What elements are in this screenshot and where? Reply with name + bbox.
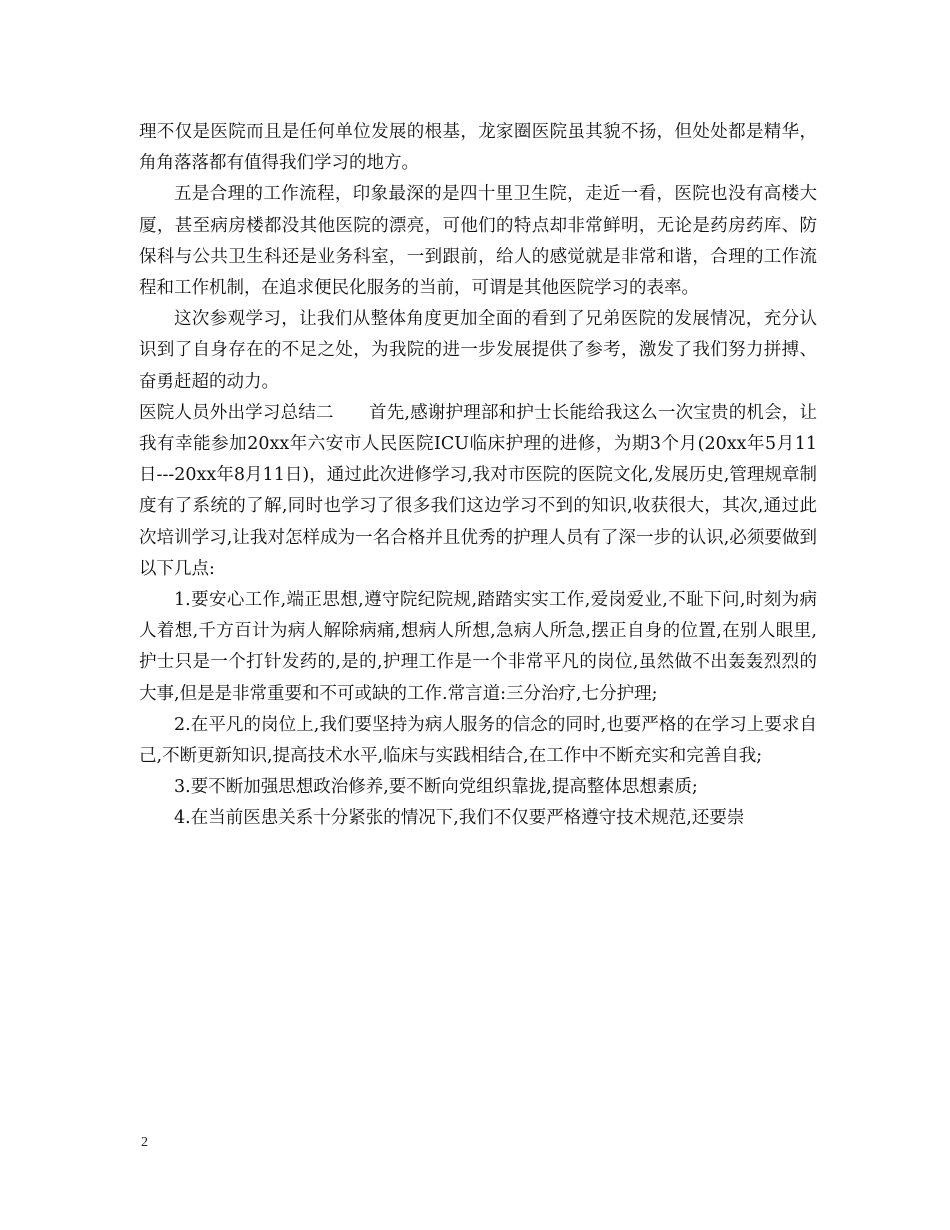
paragraph-6: 2.在平凡的岗位上,我们要坚持为病人服务的信念的同时,也要严格的在学习上要求自己,不断更新知识,提高技术水平,临床与实践相结合,在工作中不断充实和完善自我; <box>139 714 817 767</box>
paragraph-4: 医院人员外出学习总结二 首先,感谢护理部和护士长能给我这么一次宝贵的机会，让我有幸能参加20xx年六安市人民医院ICU临床护理的进修，为期3个月(20xx年5月11日---20xx年8月11日)，通过此次进修学习,我对市医院的医院文化,发展历史,管理规章制度有了系统的了解,同时也学习了很多我们这边学习不到的知识,收获很大，其次,通过此次培训学习,让我对怎样成为一名合格并且优秀的护理人员有了深一步的认识,必须要做到以下几点: <box>139 402 817 579</box>
document-body <box>139 117 817 835</box>
paragraph-2: 五是合理的工作流程，印象最深的是四十里卫生院，走近一看，医院也没有高楼大厦，甚至病房楼都没其他医院的漂亮，可他们的特点却非常鲜明，无论是药房药库、防保科与公共卫生科还是业务科室，一到跟前，给人的感觉就是非常和谐，合理的工作流程和工作机制，在追求便民化服务的当前，可谓是其他医院学习的表率。 <box>139 184 817 299</box>
paragraph-3: 这次参观学习，让我们从整体角度更加全面的看到了兄弟医院的发展情况，充分认识到了自身存在的不足之处，为我院的进一步发展提供了参考，激发了我们努力拼搏、奋勇赶超的动力。 <box>139 309 817 392</box>
paragraph-1: 理不仅是医院而且是任何单位发展的根基，龙家圈医院虽其貌不扬，但处处都是精华，角角落落都有值得我们学习的地方。 <box>139 122 817 174</box>
paragraph-5: 1.要安心工作,端正思想,遵守院纪院规,踏踏实实工作,爱岗爱业,不耻下问,时刻为病人着想,千方百计为病人解除病痛,想病人所想,急病人所急,摆正自身的位置,在别人眼里,护士只是一个打针发药的,是的,护理工作是一个非常平凡的岗位,虽然做不出轰轰烈烈的大事,但是是非常重要和不可或缺的工作.常言道:三分治疗,七分护理; <box>139 590 817 704</box>
page-number: 2 <box>141 1135 148 1150</box>
paragraph-8: 4.在当前医患关系十分紧张的情况下,我们不仅要严格遵守技术规范,还要崇 <box>174 808 745 829</box>
paragraph-7: 3.要不断加强思想政治修养,要不断向党组织靠拢,提高整体思想素质; <box>174 777 698 798</box>
